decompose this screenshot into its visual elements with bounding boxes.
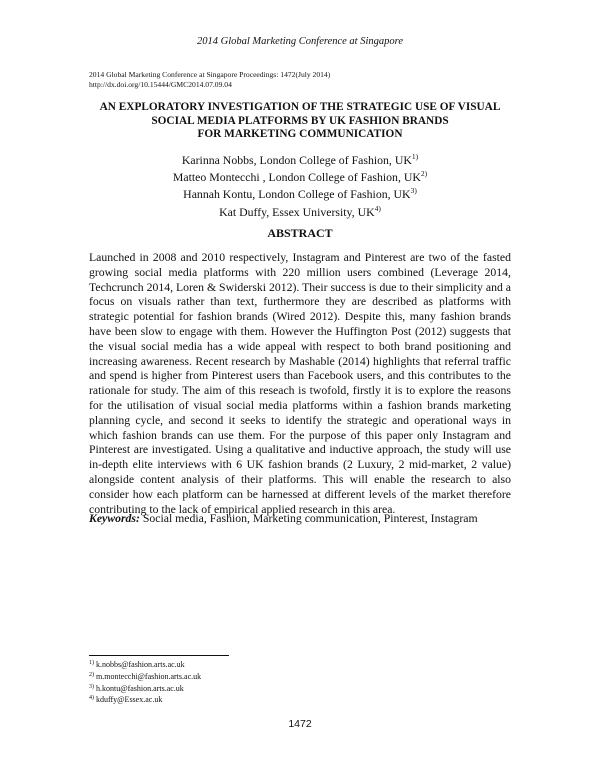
keywords [89, 512, 511, 525]
footnote-mark: 4) [89, 695, 94, 702]
footnote-mark: 4) [374, 203, 381, 213]
running-header: 2014 Global Marketing Conference at Singapore [197, 36, 403, 47]
author-name: Karinna Nobbs, London College of Fashion, UK [181, 153, 412, 167]
paper-title [60, 101, 540, 142]
author-name: Matteo Montecchi , London College of Fashion, UK [172, 170, 421, 185]
footnote-item [89, 683, 201, 695]
footnote-email[interactable]: k.nobbs@fashion.arts.ac.uk [96, 660, 185, 669]
author-name: Kat Duffy, Essex University, UK [219, 204, 375, 219]
footnote-item [89, 671, 201, 683]
author-line [60, 186, 540, 203]
footnotes [89, 659, 201, 706]
footnote-mark: 2) [420, 169, 428, 179]
doi-link[interactable]: http://dx.doi.org/10.15444/GMC2014.07.09.04 [89, 80, 232, 89]
proceedings-line: 2014 Global Marketing Conference at Singapore Proceedings: 1472(July 2014) [89, 70, 331, 79]
footnote-mark: 1) [89, 660, 94, 666]
page-number: 1472 [288, 718, 312, 730]
author-name: Hannah Kontu, London College of Fashion, UK [183, 187, 411, 202]
footnote-email[interactable]: m.montecchi@fashion.arts.ac.uk [96, 671, 202, 681]
footnote-mark: 1) [411, 152, 419, 161]
footnote-item [89, 694, 201, 706]
abstract-body [89, 251, 511, 517]
footnote-divider [89, 655, 229, 656]
author-list [60, 152, 540, 221]
footnote-item [89, 659, 201, 671]
author-line [60, 152, 540, 169]
author-line [60, 169, 540, 186]
keywords-label: Keywords: [89, 512, 140, 525]
footnote-mark: 3) [89, 683, 94, 690]
abstract-heading: ABSTRACT [267, 226, 333, 240]
footnote-mark: 2) [89, 671, 94, 678]
title-line: AN EXPLORATORY INVESTIGATION OF THE STRATEGIC USE OF VISUAL [99, 101, 501, 113]
footnote-email[interactable]: kduffy@Essex.ac.uk [96, 695, 163, 705]
keywords-text: Social media, Fashion, Marketing communication, Pinterest, Instagram [139, 512, 478, 525]
footnote-mark: 3) [410, 186, 417, 196]
title-line: FOR MARKETING COMMUNICATION [197, 128, 403, 140]
publication-meta [89, 70, 330, 90]
title-line: SOCIAL MEDIA PLATFORMS BY UK FASHION BRANDS [151, 114, 449, 127]
abstract-paragraph: Launched in 2008 and 2010 respectively, Instagram and Pinterest are two of the fasted growing social media platforms with 220 million users combined (Leverage 2014, Techcrunch 2014, Loren & Swiderski 2012). Their success is due to their simplicity and a focus on visuals rather than text, furthermore they are described as platforms with strategic potential for fashion brands (Wired 2012). Despite this, many fashion brands have been slow to engage with them. However the Huffington Post (2012) suggests that the visual social media has a wide appeal with respect to both brand positioning and increasing awareness. Recent research by Mashable (2014) highlights that referral traffic and spend is higher from Pinterest users than Facebook users, and this contributes to the rationale for study. The aim of this reseach is twofold, firstly it is to explore the reasons for the utilisation of visual social media platforms within a fashion brands marketing planning cycle, and second it seeks to identify the strategic and operational ways in which fashion brands can use them. For the purpose of this paper only Instagram and Pinterest are investigated. Using a qualitative and inductive approach, the study will use in-depth elite interviews with 6 UK fashion brands (2 Luxury, 2 mid-market, 2 value) alongside content analysis of their platforms. This will enable the research to also consider how each platform can be harnessed at different levels of the market therefore contributing to the lack of empirical applied research in this area. [89, 251, 511, 516]
footnote-email[interactable]: h.kontu@fashion.arts.ac.uk [96, 683, 184, 693]
author-line [60, 204, 540, 221]
